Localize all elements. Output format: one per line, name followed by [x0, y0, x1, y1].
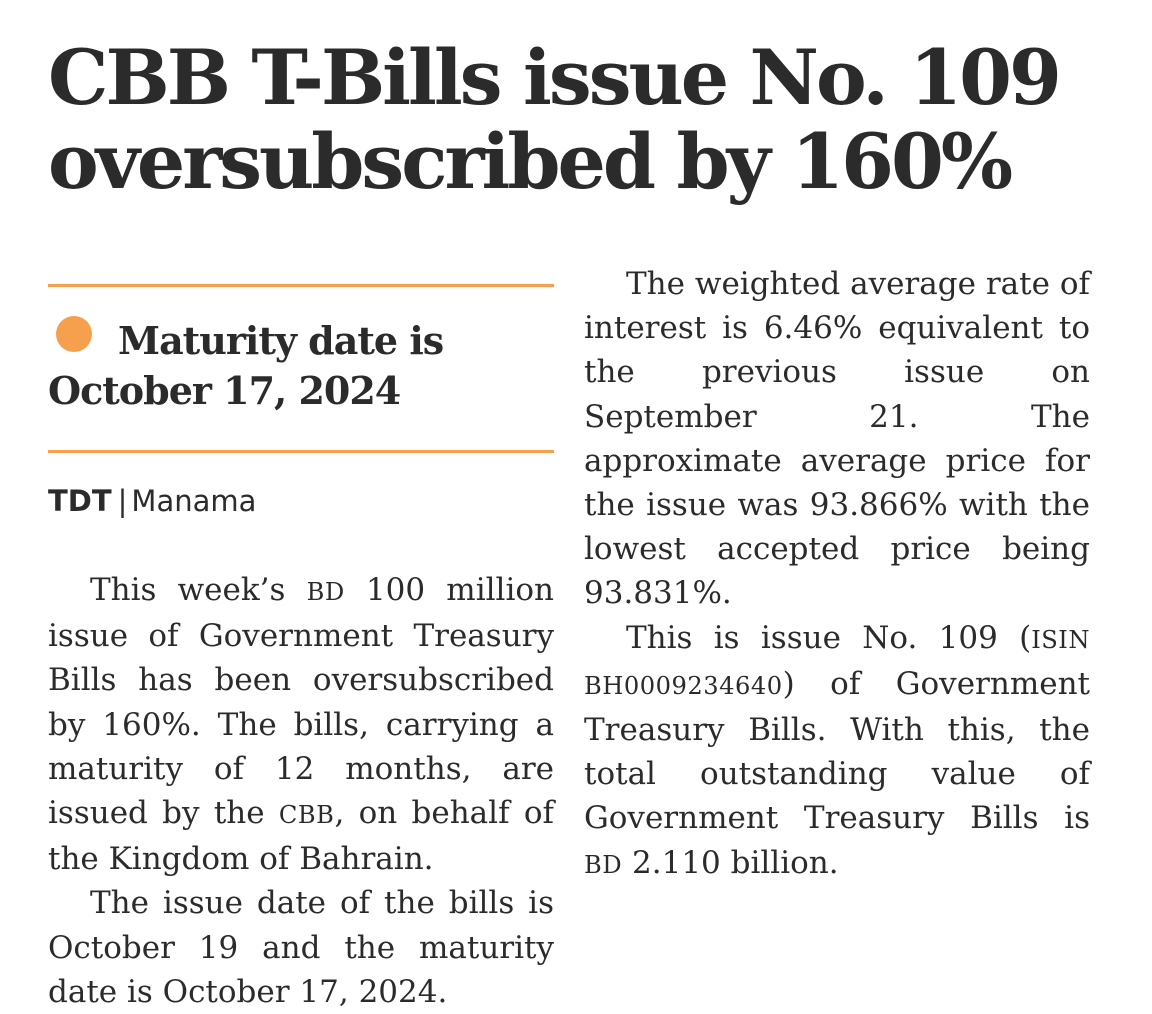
- p4-isin: ISIN BH0009234640: [584, 625, 1090, 700]
- p4-text-c: 2.110 billion.: [632, 844, 839, 881]
- p1-currency: BD: [306, 578, 345, 606]
- headline: [48, 33, 1118, 206]
- headline-line-2: oversubscribed by 160%: [48, 117, 1011, 206]
- p4-text-b: ) of Government Treasury Bills. With this, the total outstanding value of Government Treasury Bills is: [584, 665, 1090, 837]
- article-paragraph-2: The issue date of the bills is October 19 and the maturity date is October 17, 2024.: [48, 885, 554, 1010]
- byline-agency: TDT: [48, 484, 112, 518]
- byline-separator: |: [117, 484, 128, 518]
- bullet-dot-icon: [56, 316, 92, 352]
- p1-text-c: , on behalf of the Kingdom of Bahrain.: [48, 795, 554, 878]
- subhead-bottom-rule: [48, 450, 554, 453]
- subhead-top-rule: [48, 284, 554, 287]
- p1-cbb: CBB: [278, 801, 335, 830]
- p4-currency: BD: [584, 850, 623, 879]
- subhead-line-2: October 17, 2024: [48, 368, 401, 413]
- subhead-line-1: Maturity date is: [118, 318, 444, 363]
- p4-text-a: This is issue No. 109 (: [626, 619, 1032, 656]
- headline-line-1: CBB T-Bills issue No. 109: [48, 33, 1059, 122]
- p1-text-b: 100 million issue of Government Treasury Bills has been oversubscribed by 160%. The bills, carrying a maturity of 12 months, are issued by the: [48, 572, 554, 832]
- subhead: [48, 316, 558, 416]
- article-paragraph-4: [584, 616, 1090, 887]
- p1-text-a: This week’s: [90, 572, 286, 608]
- article-paragraph-1: [48, 568, 554, 881]
- article-paragraph-3: The weighted average rate of interest is 6.46% equivalent to the previous issue on September 21. The approximate average price for the issue was 93.866% with the lowest accepted price being 93.831%.: [584, 266, 1090, 612]
- byline-location: Manama: [131, 484, 257, 518]
- article-column-left: [48, 568, 554, 1014]
- article-column-right: [584, 262, 1090, 887]
- byline: [48, 482, 256, 520]
